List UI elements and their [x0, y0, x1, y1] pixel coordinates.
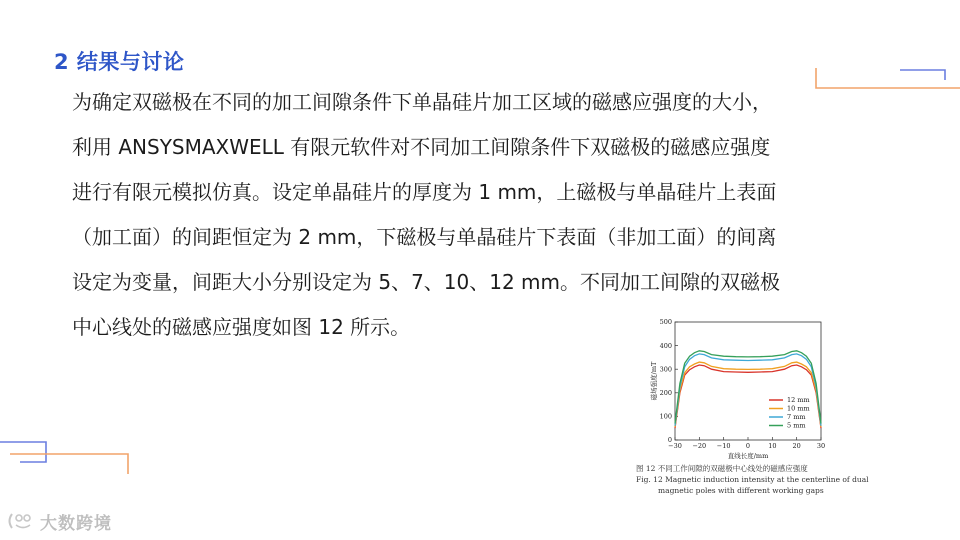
y-tick-label: 400: [659, 341, 672, 350]
legend-label: 7 mm: [787, 413, 806, 422]
figure-caption-en-2: magnetic poles with different working gaps: [658, 486, 824, 495]
x-tick-label: 0: [745, 442, 751, 450]
y-tick-label: 200: [659, 389, 672, 397]
y-tick-label: 500: [659, 318, 672, 327]
slide-title: 2 结果与讨论: [54, 50, 185, 74]
figure-caption-cn: 图 12 不同工作间隙的双磁极中心线处的磁感应强度: [636, 464, 808, 473]
x-tick-label: −20: [692, 442, 707, 450]
x-axis-label: 直线长度/mm: [727, 452, 769, 460]
body-line: 中心线处的磁感应强度如图 12 所示。: [72, 315, 411, 339]
brand-logo: [6, 508, 112, 534]
y-tick-label: 100: [659, 412, 672, 421]
x-tick-label: 20: [792, 442, 801, 450]
y-tick-label: 0: [667, 436, 672, 445]
brand-logo-text: 大数跨境: [40, 513, 112, 534]
body-line: 设定为变量，间距大小分别设定为 5、7、10、12 mm。不同加工间隙的双磁极: [72, 270, 781, 294]
y-tick-label: 300: [659, 365, 672, 374]
figure-caption-en-1: Fig. 12 Magnetic induction intensity at the centerline of dual: [636, 475, 869, 484]
y-axis-label: 磁场强度/mT: [650, 361, 658, 401]
brand-logo-icon: [6, 510, 36, 532]
top-right-decoration: [800, 60, 960, 100]
body-line: 利用 ANSYSMAXWELL 有限元软件对不同加工间隙条件下双磁极的磁感应强度: [72, 135, 771, 159]
bottom-left-decoration: [0, 438, 140, 478]
body-line: 进行有限元模拟仿真。设定单晶硅片的厚度为 1 mm，上磁极与单晶硅片上表面: [72, 180, 777, 204]
magnetic-induction-chart: [628, 316, 860, 462]
legend-label: 5 mm: [787, 421, 806, 430]
x-tick-label: −30: [668, 442, 682, 450]
legend-label: 12 mm: [787, 396, 810, 405]
x-tick-label: 10: [768, 442, 777, 450]
legend-label: 10 mm: [787, 404, 810, 413]
x-tick-label: −10: [716, 442, 731, 450]
figure-12: [628, 316, 869, 500]
body-line: （加工面）的间距恒定为 2 mm，下磁极与单晶硅片下表面（非加工面）的间离: [72, 225, 777, 249]
body-paragraph: [72, 80, 922, 350]
x-tick-label: 30: [816, 442, 826, 450]
body-line: 为确定双磁极在不同的加工间隙条件下单晶硅片加工区域的磁感应强度的大小，: [72, 90, 772, 114]
